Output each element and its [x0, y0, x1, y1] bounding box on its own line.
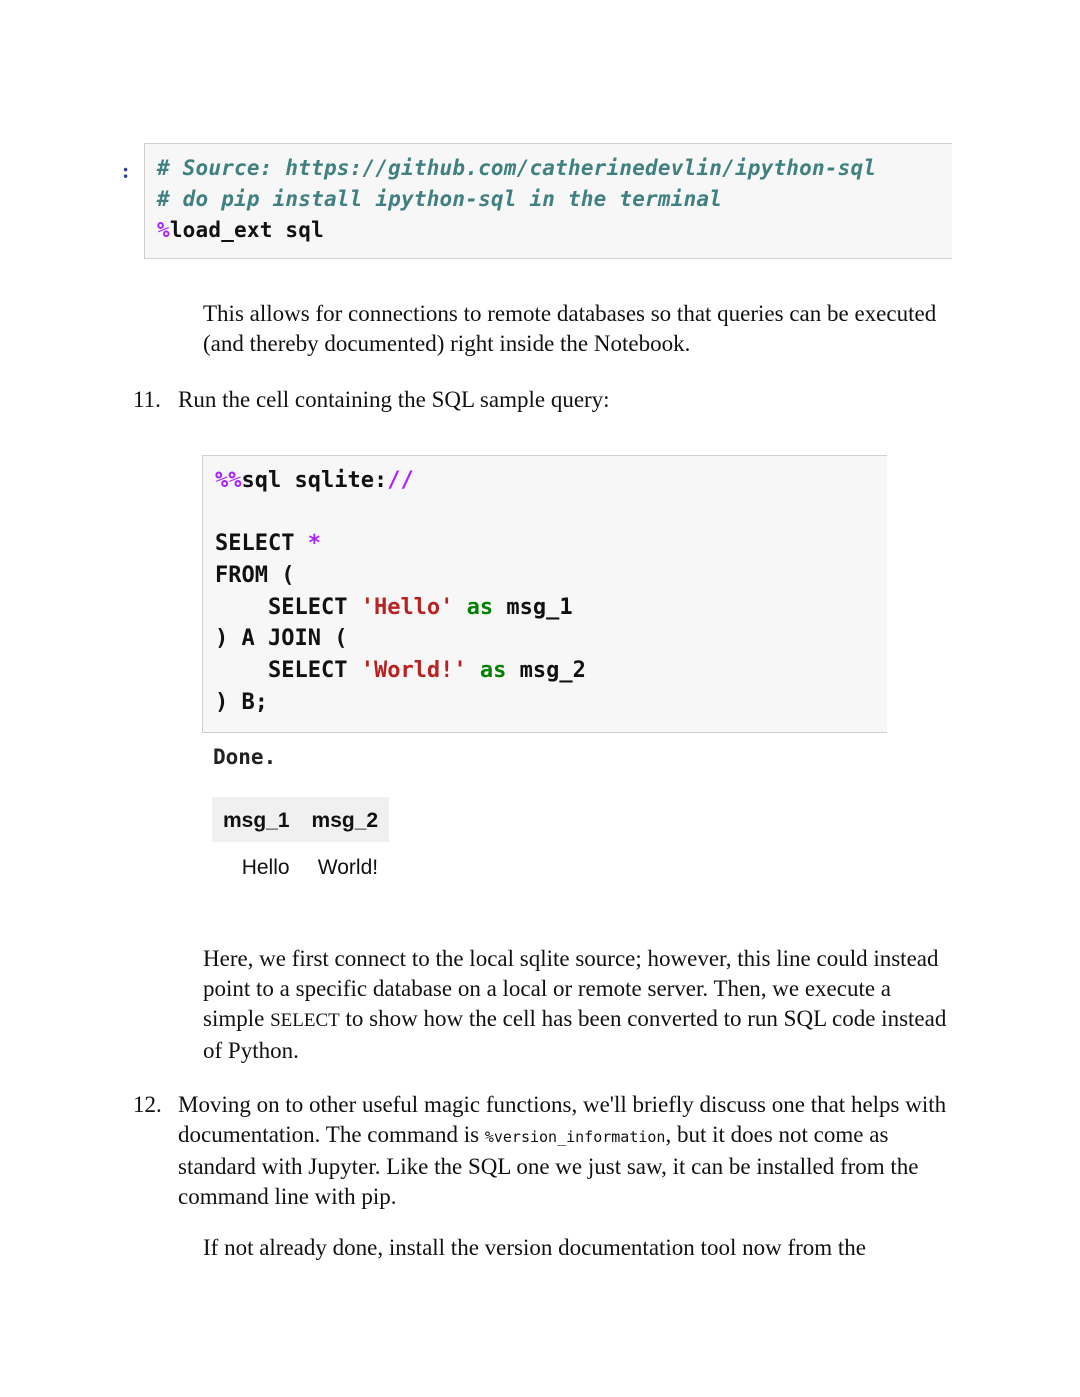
list-item-11-text: Run the cell containing the SQL sample query:: [178, 387, 610, 412]
code-select-hello-line: [215, 595, 573, 620]
code-cell-load-ext[interactable]: [144, 143, 952, 259]
paragraph-text: to show how the cell has been converted to run SQL code instead of Python.: [203, 1006, 947, 1063]
code-comment-pip: # do pip install ipython-sql in the terminal: [157, 187, 723, 211]
sql-string-hello: 'Hello': [360, 595, 454, 620]
code-select-world-line: [215, 658, 586, 683]
code-end-line: ) B;: [215, 690, 268, 715]
sql-star: *: [307, 531, 321, 556]
sql-select-keyword: SELECT: [215, 658, 348, 683]
table-row: [212, 842, 389, 888]
paragraph-text: Here, we first connect to the local sqlite source; however, this line could instead point to a specific database on a local or remote server. Then, we execute a simple: [203, 946, 939, 1031]
table-cell: Hello: [241, 856, 290, 879]
paragraph-remote-databases: This allows for connections to remote databases so that queries can be executed (and thereby documented) right inside the Notebook.: [203, 301, 937, 356]
cell-output-done: Done.: [213, 745, 277, 769]
inline-command-version-information: %version_information: [484, 1128, 666, 1146]
result-table: [212, 797, 389, 888]
paragraph-sqlite-explanation: [203, 944, 948, 1066]
code-sql-magic-line: [215, 468, 414, 493]
code-cell-sql-query[interactable]: [202, 455, 887, 733]
paragraph-text: , but it does not come as standard with Jupyter. Like the SQL one we just saw, it can be installed from the command line with pip.: [178, 1122, 919, 1209]
list-number-12: 12.: [133, 1092, 162, 1117]
code-from-line: FROM (: [215, 563, 295, 588]
magic-double-percent: %%: [215, 468, 242, 493]
column-header-msg1: msg_1: [212, 797, 301, 842]
list-item-12-text: [178, 1090, 948, 1212]
code-load-ext-line: [157, 218, 324, 242]
code-join-line: ) A JOIN (: [215, 626, 348, 651]
sql-slashes: //: [387, 468, 414, 493]
table-header-row: [212, 797, 389, 842]
sql-alias-msg1: msg_1: [506, 595, 573, 620]
code-select-line: [215, 531, 321, 556]
sql-alias-msg2: msg_2: [519, 658, 586, 683]
sql-string-world: 'World!': [360, 658, 467, 683]
sql-as-keyword: as: [466, 595, 494, 620]
sql-select-keyword: SELECT: [215, 531, 295, 556]
column-header-msg2: msg_2: [301, 797, 390, 842]
sql-select-keyword: SELECT: [215, 595, 348, 620]
paragraph-install-tool: If not already done, install the version documentation tool now from the: [203, 1235, 867, 1260]
cell-prompt: :: [122, 158, 130, 183]
inline-select-keyword: SELECT: [270, 1010, 340, 1031]
sql-as-keyword: as: [479, 658, 507, 683]
list-number-11: 11.: [133, 387, 161, 412]
code-comment-source: # Source: https://github.com/catherinedevlin/ipython-sql: [157, 156, 877, 180]
table-cell: World!: [317, 856, 379, 879]
sql-connection: sql sqlite:: [241, 468, 388, 493]
load-ext-command: load_ext sql: [169, 218, 324, 242]
paragraph-text: Moving on to other useful magic functions, we'll briefly discuss one that helps with documentation. The command is: [178, 1092, 947, 1147]
magic-percent: %: [157, 218, 170, 242]
